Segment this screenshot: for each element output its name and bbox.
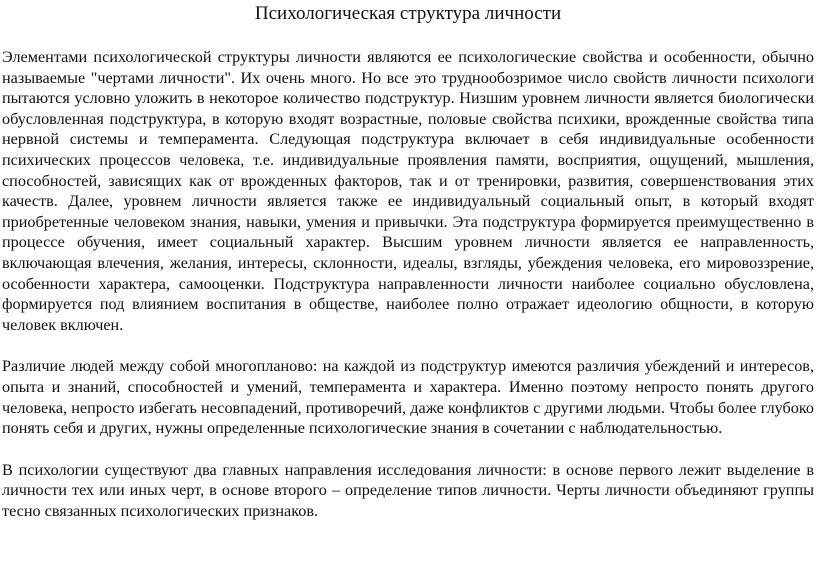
paragraph-research-directions: В психологии существуют два главных направления исследования личности: в основе первого лежит выделение в личности тех или иных черт, в основе второго – определение типов личности. Черты личности объединяют группы тесно связанных психологических признаков.	[2, 460, 814, 520]
document-title: Психологическая структура личности	[254, 3, 562, 24]
paragraph-differences-between-people: Различие людей между собой многопланово: на каждой из подструктур имеются различия убеждений и интересов, опыта и знаний, способностей и умений, темперамента и характера. Именно поэтому непросто понять другого человека, непросто избегать несовпадений, противоречий, даже конфликтов с другими людьми. Чтобы более глубоко понять себя и других, нужны определенные психологические знания в сочетании с наблюдательностью.	[2, 357, 814, 438]
paragraph-personality-substructures: Элементами психологической структуры личности являются ее психологические свойства и особенности, обычно называемые "чертами личности". Их очень много. Но все это труднообозримое число свойств личности психологи пытаются условно уложить в некоторое количество подструктур. Низшим уровнем личности является биологически обусловленная подструктура, в которую входят возрастные, половые свойства психики, врожденные свойства типа нервной системы и темперамента. Следующая подструктура включает в себя индивидуальные особенности психических процессов человека, т.е. индивидуальные проявления памяти, восприятия, ощущений, мышления, способностей, зависящих как от врожденных факторов, так и от тренировки, развития, совершенствования этих качеств. Далее, уровнем личности является также ее индивидуальный социальный опыт, в который входят приобретенные человеком знания, навыки, умения и привычки. Эта подструктура формируется преимущественно в процессе обучения, имеет социальный характер. Высшим уровнем личности является ее направленность, включающая влечения, желания, интересы, склонности, идеалы, взгляды, убеждения человека, его мировоззрение, особенности характера, самооценки. Подструктура направленности личности наиболее социально обусловлена, формируется под влиянием воспитания в обществе, наиболее полно отражает идеологию общности, в которую человек включен.	[2, 48, 814, 334]
